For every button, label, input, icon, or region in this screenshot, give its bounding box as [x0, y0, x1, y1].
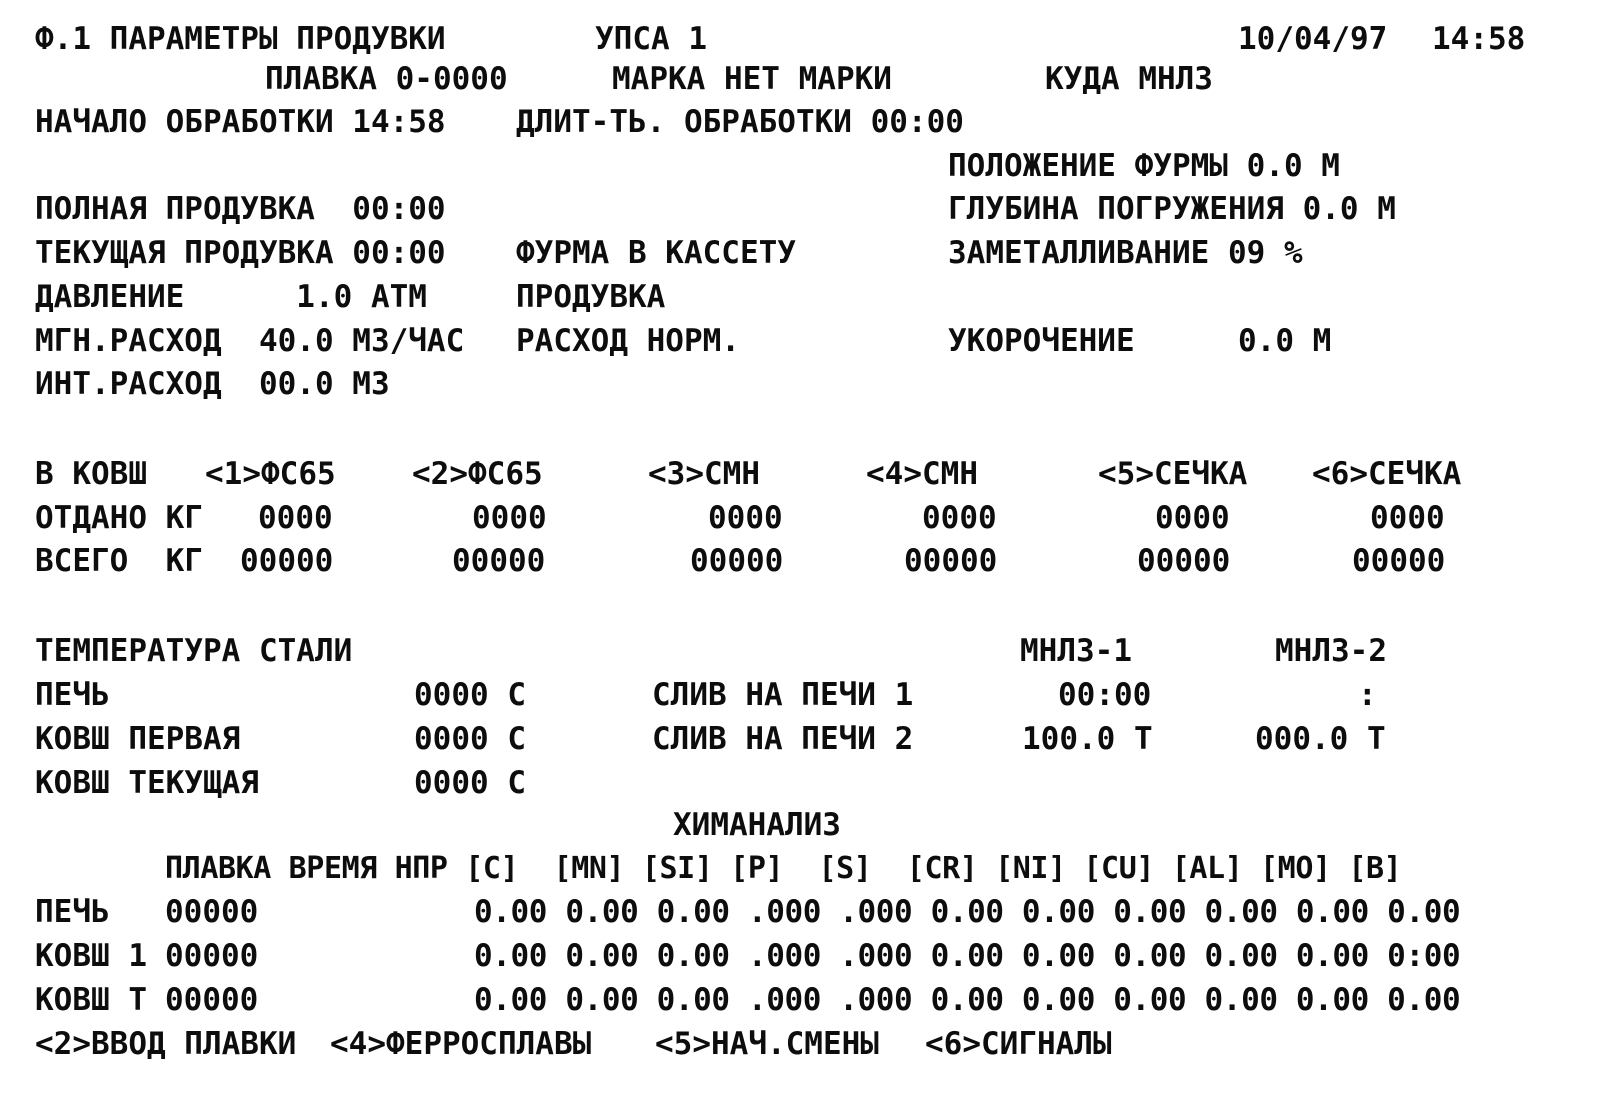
instant-flow: МГН.РАСХОД 40.0 М3/ЧАС — [35, 323, 465, 359]
unit-label: УПСА 1 — [595, 21, 707, 57]
additions-total-label: ВСЕГО КГ — [35, 543, 203, 579]
immersion-depth: ГЛУБИНА ПОГРУЖЕНИЯ 0.0 М — [948, 191, 1396, 227]
function-key-ferroalloys[interactable]: <4>ФЕРРОСПЛАВЫ — [330, 1026, 592, 1062]
current-blowing: ТЕКУЩАЯ ПРОДУВКА 00:00 — [35, 235, 446, 271]
date-text: 10/04/97 — [1238, 21, 1388, 57]
function-key-signals[interactable]: <6>СИГНАЛЫ — [925, 1026, 1112, 1062]
temperature-title: ТЕМПЕРАТУРА СТАЛИ — [35, 633, 353, 669]
blowing-status: ПРОДУВКА — [516, 279, 666, 315]
metallization: ЗАМЕТАЛЛИВАНИЕ 09 % — [948, 235, 1303, 271]
lance-status: ФУРМА В КАССЕТУ — [516, 235, 796, 271]
grade-label: МАРКА НЕТ МАРКИ — [612, 61, 892, 97]
addition-header: <2>ФС65 — [412, 456, 543, 492]
flow-status: РАСХОД НОРМ. — [516, 323, 740, 359]
processing-duration: ДЛИТ-ТЬ. ОБРАБОТКИ 00:00 — [516, 104, 964, 140]
addition-header: <6>СЕЧКА — [1312, 456, 1462, 492]
temp-value-ladle-current: 0000 С — [414, 765, 526, 801]
temp-label-ladle-first: КОВШ ПЕРВАЯ — [35, 721, 241, 757]
destination-label: КУДА МНЛЗ — [1045, 61, 1213, 97]
processing-start: НАЧАЛО ОБРАБОТКИ 14:58 — [35, 104, 446, 140]
heat-label: ПЛАВКА 0-0000 — [265, 61, 508, 97]
chem-row-values: 0.00 0.00 0.00 .000 .000 0.00 0.00 0.00 0.00 0.00 0.00 — [474, 982, 1461, 1018]
shortening-value: 0.0 М — [1238, 323, 1332, 359]
temp-value-ladle-first: 0000 С — [414, 721, 526, 757]
chem-header-row: ПЛАВКА ВРЕМЯ НПР [C] [MN] [SI] [P] [S] [CR] [NI] [CU] [AL] [MO] [B] — [165, 851, 1402, 886]
screen-title: Ф.1 ПАРАМЕТРЫ ПРОДУВКИ — [35, 21, 446, 57]
chem-row-label: ПЕЧЬ — [35, 894, 110, 930]
addition-total: 00000 — [1137, 543, 1231, 579]
temp-label-ladle-current: КОВШ ТЕКУЩАЯ — [35, 765, 259, 801]
chem-row-heat: 00000 — [165, 894, 259, 930]
addition-total: 00000 — [240, 543, 334, 579]
chem-row-heat: 00000 — [165, 938, 259, 974]
addition-given: 0000 — [708, 500, 783, 536]
tap2-caster1: 100.0 Т — [1022, 721, 1153, 757]
tap2-label: СЛИВ НА ПЕЧИ 2 — [652, 721, 914, 757]
function-key-shift-start[interactable]: <5>НАЧ.СМЕНЫ — [655, 1026, 879, 1062]
caster1-header: МНЛЗ-1 — [1020, 633, 1132, 669]
addition-header: <4>СМН — [866, 456, 978, 492]
addition-given: 0000 — [1370, 500, 1445, 536]
lance-position: ПОЛОЖЕНИЕ ФУРМЫ 0.0 М — [948, 148, 1340, 184]
chem-row-heat: 00000 — [165, 982, 259, 1018]
tap1-label: СЛИВ НА ПЕЧИ 1 — [652, 677, 914, 713]
addition-header: <3>СМН — [648, 456, 760, 492]
chem-row-label: КОВШ 1 — [35, 938, 147, 974]
addition-total: 00000 — [690, 543, 784, 579]
time-text: 14:58 — [1432, 21, 1526, 57]
temp-label-furnace: ПЕЧЬ — [35, 677, 110, 713]
addition-given: 0000 — [922, 500, 997, 536]
addition-given: 0000 — [1155, 500, 1230, 536]
addition-header: <1>ФС65 — [205, 456, 336, 492]
addition-header: <5>СЕЧКА — [1098, 456, 1248, 492]
full-blowing: ПОЛНАЯ ПРОДУВКА 00:00 — [35, 191, 446, 227]
addition-total: 00000 — [452, 543, 546, 579]
temp-value-furnace: 0000 С — [414, 677, 526, 713]
chem-row-values: 0.00 0.00 0.00 .000 .000 0.00 0.00 0.00 0.00 0.00 0.00 — [474, 894, 1461, 930]
tap1-caster2: : — [1358, 677, 1377, 713]
tap2-caster2: 000.0 Т — [1255, 721, 1386, 757]
addition-given: 0000 — [258, 500, 333, 536]
caster2-header: МНЛЗ-2 — [1275, 633, 1387, 669]
function-key-heat-input[interactable]: <2>ВВОД ПЛАВКИ — [35, 1026, 297, 1062]
addition-total: 00000 — [904, 543, 998, 579]
addition-total: 00000 — [1352, 543, 1446, 579]
chem-row-label: КОВШ Т — [35, 982, 147, 1018]
additions-given-label: ОТДАНО КГ — [35, 500, 203, 536]
shortening-label: УКОРОЧЕНИЕ — [948, 323, 1135, 359]
chem-row-values: 0.00 0.00 0.00 .000 .000 0.00 0.00 0.00 0.00 0.00 0:00 — [474, 938, 1461, 974]
pressure: ДАВЛЕНИЕ 1.0 АТМ — [35, 279, 427, 315]
addition-given: 0000 — [472, 500, 547, 536]
tap1-caster1: 00:00 — [1058, 677, 1152, 713]
integral-flow: ИНТ.РАСХОД 00.0 М3 — [35, 366, 390, 402]
additions-header-label: В КОВШ — [35, 456, 147, 492]
chem-title: ХИМАНАЛИЗ — [673, 807, 841, 843]
